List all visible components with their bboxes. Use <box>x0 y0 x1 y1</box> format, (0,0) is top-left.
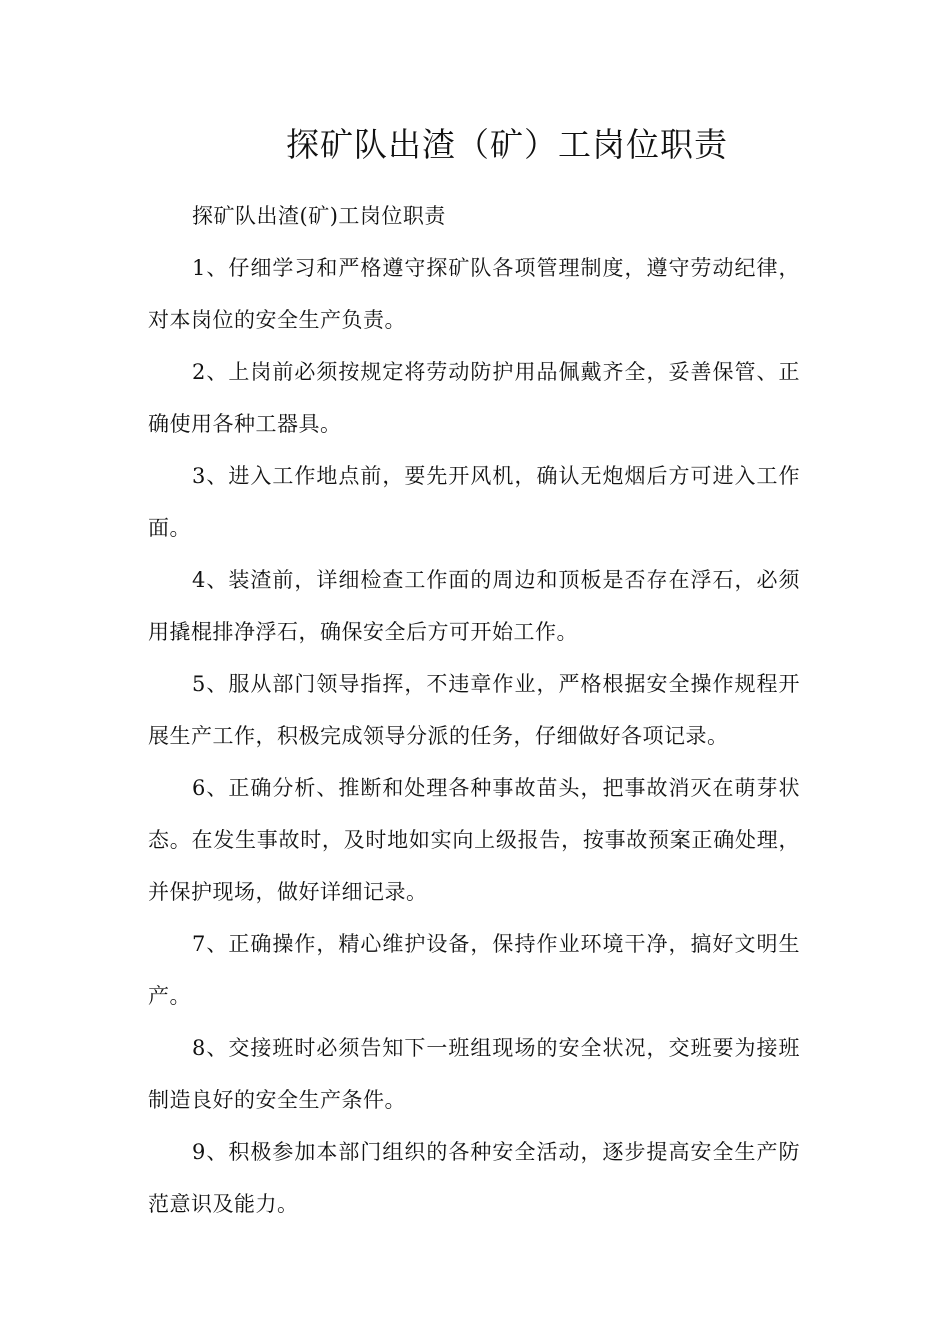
duty-item-5: 5、服从部门领导指挥，不违章作业，严格根据安全操作规程开展生产工作，积极完成领导分派的任务，仔细做好各项记录。 <box>148 672 800 748</box>
document-body <box>148 190 800 1230</box>
duty-item-6: 6、正确分析、推断和处理各种事故苗头，把事故消灭在萌芽状态。在发生事故时，及时地如实向上级报告，按事故预案正确处理，并保护现场，做好详细记录。 <box>148 776 800 904</box>
duty-item-8: 8、交接班时必须告知下一班组现场的安全状况，交班要为接班制造良好的安全生产条件。 <box>148 1036 800 1112</box>
duty-item-1: 1、仔细学习和严格遵守探矿队各项管理制度，遵守劳动纪律，对本岗位的安全生产负责。 <box>148 256 800 332</box>
duty-item-2: 2、上岗前必须按规定将劳动防护用品佩戴齐全，妥善保管、正确使用各种工器具。 <box>148 360 800 436</box>
duty-item-9: 9、积极参加本部门组织的各种安全活动，逐步提高安全生产防范意识及能力。 <box>148 1140 800 1216</box>
duty-item-3: 3、进入工作地点前，要先开风机，确认无炮烟后方可进入工作面。 <box>148 464 800 540</box>
document-title: 探矿队出渣（矿）工岗位职责 <box>286 125 728 164</box>
duty-item-7: 7、正确操作，精心维护设备，保持作业环境干净，搞好文明生产。 <box>148 932 800 1008</box>
duty-item-4: 4、装渣前，详细检查工作面的周边和顶板是否存在浮石，必须用撬棍排净浮石，确保安全后方可开始工作。 <box>148 568 800 644</box>
document-subtitle: 探矿队出渣(矿)工岗位职责 <box>192 204 446 228</box>
